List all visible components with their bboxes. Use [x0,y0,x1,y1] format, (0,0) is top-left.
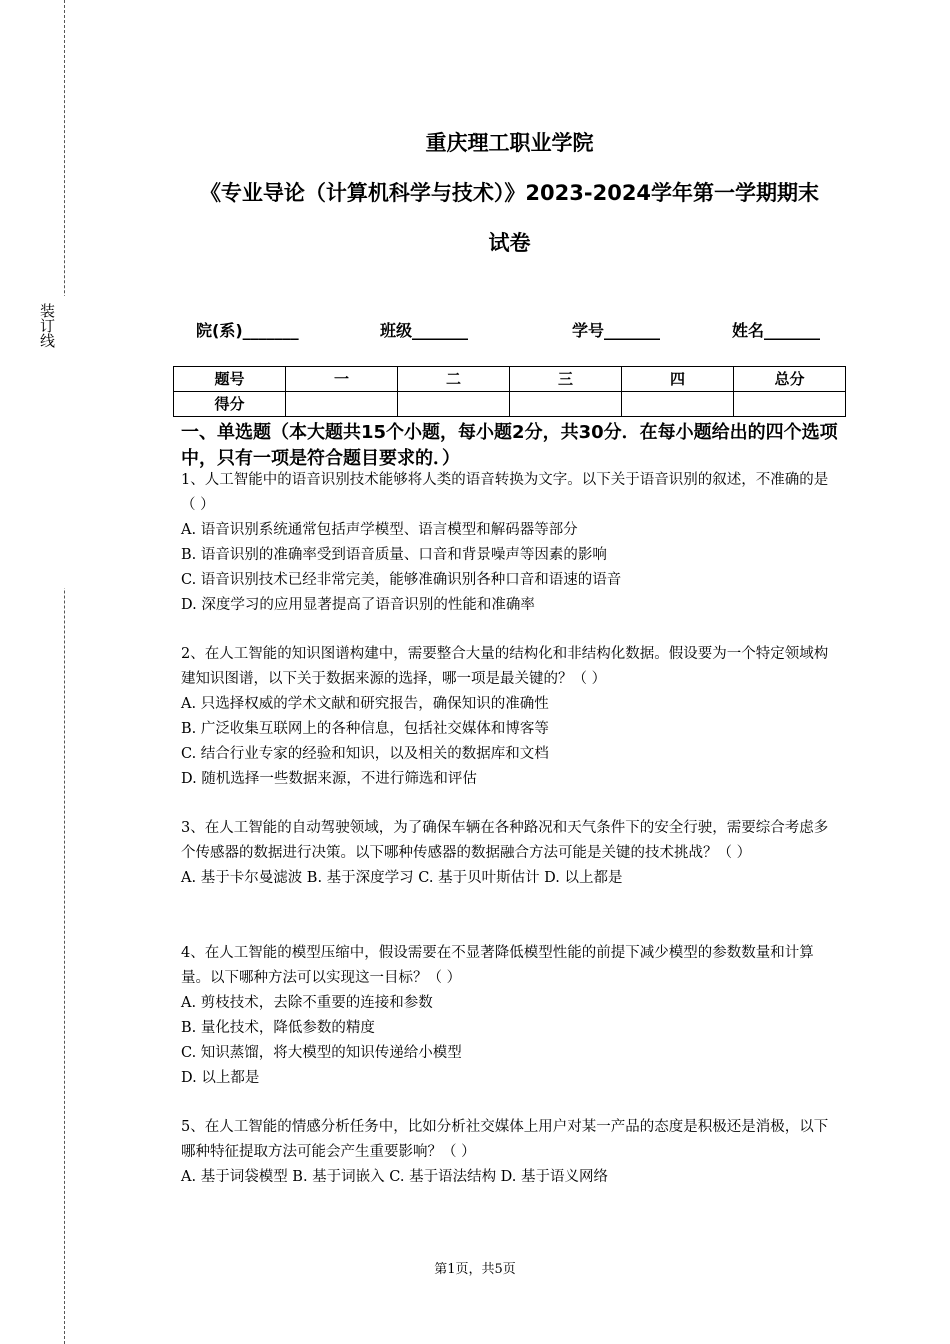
score-table-header-cell: 二 [398,367,510,392]
score-table-header-cell: 总分 [734,367,846,392]
question-4 [181,941,841,1091]
binding-label: 装订线 [38,303,56,348]
department-field: 院(系)_______ [196,321,299,340]
school-title: 重庆理工职业学院 [425,131,594,155]
question-text: 5、在人工智能的情感分析任务中，比如分析社交媒体上用户对某一产品的态度是积极还是消极，以下哪种特征提取方法可能会产生重要影响？（ ） [181,1119,829,1160]
question-option: C. 知识蒸馏，将大模型的知识传递给小模型 [181,1045,462,1061]
question-option: A. 语音识别系统通常包括声学模型、语言模型和解码器等部分 [181,522,578,538]
question-option: A. 基于词袋模型 B. 基于词嵌入 C. 基于语法结构 D. 基于语义网络 [181,1169,609,1185]
question-option: A. 只选择权威的学术文献和研究报告，确保知识的准确性 [181,696,549,712]
score-cell [286,392,398,417]
binding-line-gap [58,296,72,588]
score-table-header-cell: 三 [510,367,622,392]
question-option: B. 广泛收集互联网上的各种信息，包括社交媒体和博客等 [181,721,549,737]
question-text: 2、在人工智能的知识图谱构建中，需要整合大量的结构化和非结构化数据。假设要为一个特定领域构建知识图谱，以下关于数据来源的选择，哪一项是最关键的？（ ） [181,646,829,687]
exam-title: 《专业导论（计算机科学与技术）》2023-2024学年第一学期期末 [199,181,820,205]
question-option: B. 量化技术，降低参数的精度 [181,1020,375,1036]
question-1 [181,468,841,618]
question-text: 4、在人工智能的模型压缩中，假设需要在不显著降低模型性能的前提下减少模型的参数数量和计算量。以下哪种方法可以实现这一目标？（ ） [181,945,814,986]
score-cell [734,392,846,417]
question-option: A. 剪枝技术，去除不重要的连接和参数 [181,995,433,1011]
question-option: D. 以上都是 [181,1070,260,1086]
question-option: B. 语音识别的准确率受到语音质量、口音和背景噪声等因素的影响 [181,547,607,563]
score-cell [622,392,734,417]
question-3 [181,816,841,891]
question-option: C. 结合行业专家的经验和知识，以及相关的数据库和文档 [181,746,549,762]
student-info-row [196,318,836,342]
question-text: 3、在人工智能的自动驾驶领域，为了确保车辆在各种路况和天气条件下的安全行驶，需要综合考虑多个传感器的数据进行决策。以下哪种传感器的数据融合方法可能是关键的技术挑战？（ ） [181,820,829,861]
score-table [173,366,846,417]
binding-dashed-line [64,0,65,1344]
question-option: A. 基于卡尔曼滤波 B. 基于深度学习 C. 基于贝叶斯估计 D. 以上都是 [181,870,623,886]
score-cell [398,392,510,417]
name-field: 姓名_______ [732,321,821,340]
score-row-label: 得分 [174,392,286,417]
class-field: 班级_______ [380,321,469,340]
question-5 [181,1115,841,1190]
student-id-field: 学号_______ [572,321,661,340]
score-table-header-cell: 题号 [174,367,286,392]
score-table-header-cell: 四 [622,367,734,392]
question-2 [181,642,841,792]
score-table-header-cell: 一 [286,367,398,392]
question-option: D. 深度学习的应用显著提高了语音识别的性能和准确率 [181,597,535,613]
score-table-score-row [174,392,846,417]
score-table-header-row [174,367,846,392]
section-heading: 一、单选题（本大题共15个小题，每小题2分，共30分．在每小题给出的四个选项中，只有一项是符合题目要求的．） [181,422,838,469]
page-number: 第1页，共5页 [434,1262,516,1277]
question-text: 1、人工智能中的语音识别技术能够将人类的语音转换为文字。以下关于语音识别的叙述，不准确的是（ ） [181,472,829,513]
score-cell [510,392,622,417]
exam-title-suffix: 试卷 [488,231,531,255]
question-option: D. 随机选择一些数据来源，不进行筛选和评估 [181,771,477,787]
question-option: C. 语音识别技术已经非常完美，能够准确识别各种口音和语速的语音 [181,572,622,588]
